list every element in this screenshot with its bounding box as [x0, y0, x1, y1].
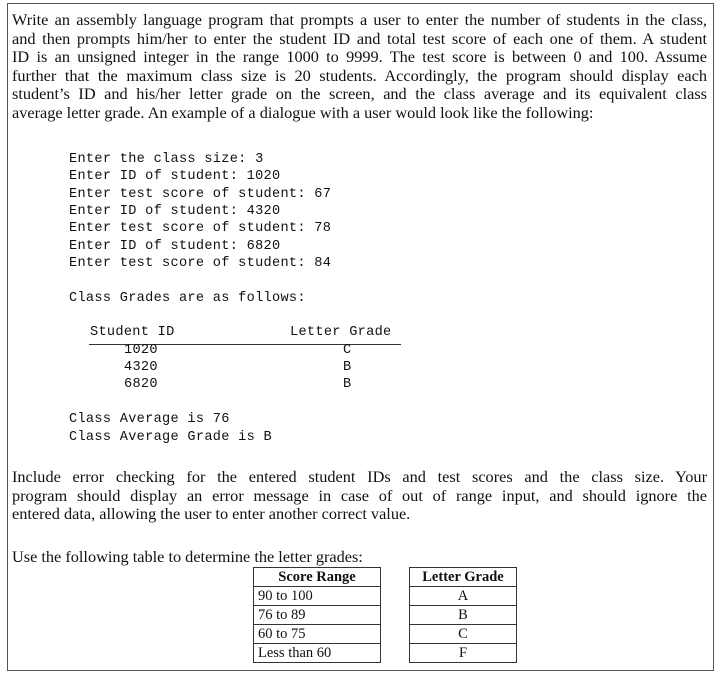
class-average-grade: Class Average Grade is B — [69, 430, 272, 445]
table-intro: Use the following table to determine the letter grades: — [12, 547, 363, 566]
table-gap — [381, 644, 410, 663]
table-gap — [381, 625, 410, 644]
intro-line: ID is an unsigned integer in the range 1000 to 9999. The test score is between 0 and 100. Assume — [12, 47, 707, 67]
score-range-cell: 90 to 100 — [254, 587, 381, 606]
intro-paragraph — [12, 11, 707, 123]
grade-table-row — [254, 625, 517, 644]
col-letter-grade: Letter Grade — [410, 568, 517, 587]
table-gap — [381, 606, 410, 625]
error-line: program should display an error message in case of out of range input, and should ignore the — [12, 485, 707, 505]
intro-line: average letter grade. An example of a dialogue with a user would look like the following: — [12, 102, 594, 122]
class-grades-heading: Class Grades are as follows: — [69, 291, 306, 306]
table-gap — [381, 568, 410, 587]
table-gap — [381, 587, 410, 606]
letter-grade-cell: A — [410, 587, 517, 606]
grade-table-row — [254, 606, 517, 625]
output-row-id: 1020 — [124, 343, 158, 358]
intro-line: further that the maximum class size is 20 students. Accordingly, the program should display each — [12, 65, 707, 85]
error-checking-paragraph — [12, 468, 707, 524]
output-row-id: 4320 — [124, 360, 158, 375]
output-row-id: 6820 — [124, 377, 158, 392]
intro-line: student’s ID and his/her letter grade on the screen, and the class average and its equivalent class — [12, 84, 707, 104]
output-row-grade: B — [343, 360, 352, 375]
error-line: Include error checking for the entered student IDs and test scores and the class size. Your — [12, 467, 707, 486]
letter-grade-cell: C — [410, 625, 517, 644]
class-average: Class Average is 76 — [69, 412, 230, 427]
grade-table — [253, 567, 517, 663]
output-row-grade: C — [343, 343, 352, 358]
letter-grade-cell: F — [410, 644, 517, 663]
grade-table-row — [254, 644, 517, 663]
score-range-cell: Less than 60 — [254, 644, 381, 663]
dialogue-line: Enter ID of student: 6820 — [69, 239, 281, 254]
grade-table-row — [254, 587, 517, 606]
grade-table-header — [254, 568, 517, 587]
score-range-cell: 60 to 75 — [254, 625, 381, 644]
letter-grade-cell: B — [410, 606, 517, 625]
output-row-grade: B — [343, 377, 352, 392]
dialogue-line: Enter ID of student: 1020 — [69, 169, 281, 184]
error-line: entered data, allowing the user to enter another correct value. — [12, 504, 411, 524]
dialogue-line: Enter test score of student: 78 — [69, 221, 332, 236]
score-range-cell: 76 to 89 — [254, 606, 381, 625]
dialogue-line: Enter test score of student: 67 — [69, 187, 332, 202]
output-col-letter-grade: Letter Grade — [290, 325, 392, 340]
intro-line: Write an assembly language program that prompts a user to enter the number of students in the class, — [12, 10, 707, 29]
dialogue-line: Enter ID of student: 4320 — [69, 204, 281, 219]
dialogue-line: Enter the class size: 3 — [69, 152, 264, 167]
intro-line: and then prompts him/her to enter the student ID and total test score of each one of them. A student — [12, 28, 707, 48]
dialogue-line: Enter test score of student: 84 — [69, 256, 332, 271]
output-col-student-id: Student ID — [90, 325, 175, 340]
col-score-range: Score Range — [254, 568, 381, 587]
